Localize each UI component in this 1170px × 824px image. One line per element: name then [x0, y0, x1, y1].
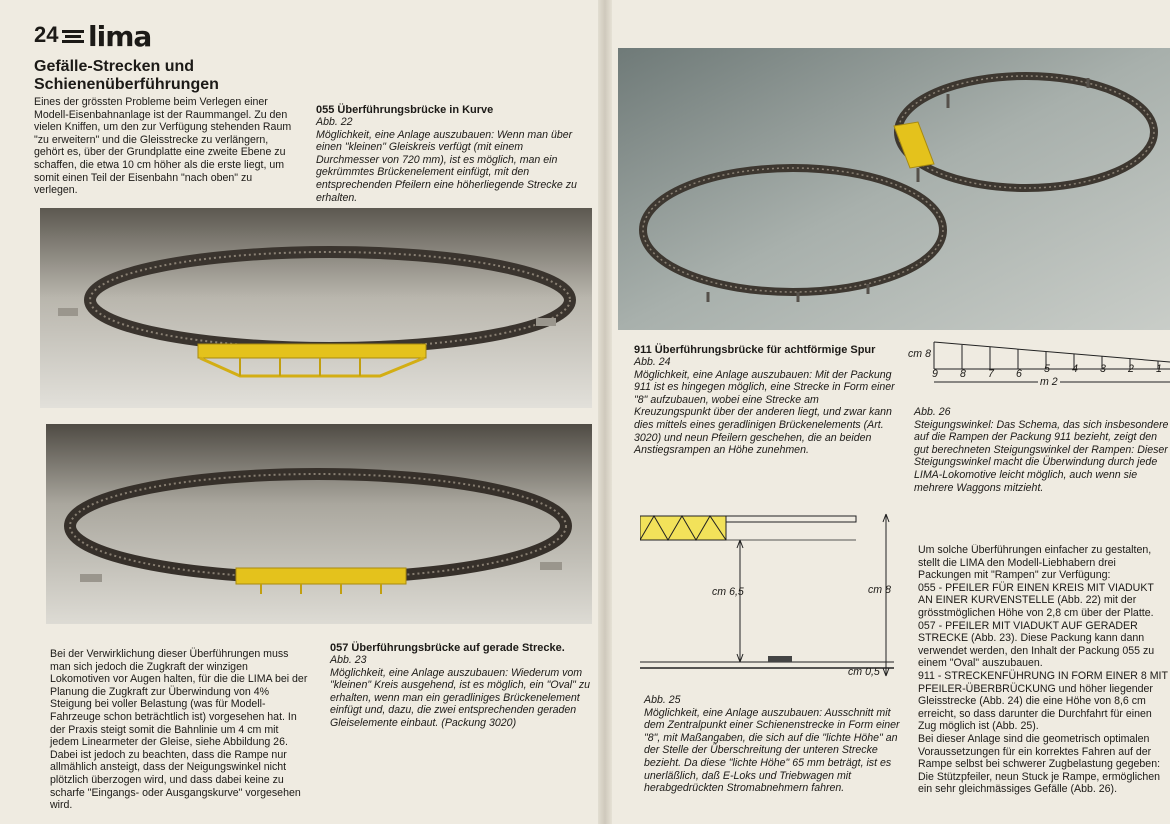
left-bottom-para-1: Bei der Verwirklichung dieser Überführungen muss man sich jedoch die Zugkraft der winzigen Lokomotiven vor Augen halten, für die die LIMA bei der Planung die Zugkraft zur Überwindung von 4% Steigung bei voller Belastung (was für Modell-Fahrzeuge schon beträchtlich ist) vorgesehen hat. In der Praxis steigt somit die Bahnlinie um 4 cm mit jedem Linearmeter der Gleise, siehe Abbildung 26. [50, 648, 308, 749]
section-055-heading: 055 Überführungsbrücke in Kurve [316, 104, 494, 116]
diagram-abb25 [640, 510, 900, 686]
left-bottom-text [50, 648, 310, 812]
brand-name: lima [88, 20, 152, 53]
right-para-4: 911 - STRECKENFÜHRUNG IN FORM EINER 8 MIT PFEILER-ÜBERBRÜCKUNG und höher liegender Gleisstrecke (Abb. 24) die eine Höhe von 8,6 cm erreicht, so dass darunter die Durchfahrt für einen Zug möglich ist (Abb. 25). [918, 669, 1168, 733]
abb25-text: Möglichkeit, eine Anlage auszubauen: Ausschnitt mit dem Zentralpunkt einer Schienenstrecke in Form einer "8", mit Maßangaben, die sich auf die "lichte Höhe" an der Stelle der Überschreitung der unteren Strecke bezieht. Da diese "lichte Höhe" 65 mm beträgt, ist es unerläßlich, daß E-Loks und Triebwagen mit herabgedrückten Stromabnehmern fahren. [644, 706, 900, 795]
right-para-1: Um solche Überführungen einfacher zu gestalten, stellt die LIMA den Modell-Liebhabern drei Packungen mit "Rampen" zur Verfügung: [918, 544, 1152, 582]
section-057-abb: Abb. 23 [330, 654, 367, 666]
right-column-text [918, 544, 1170, 806]
section-911-abb: Abb. 24 [634, 356, 671, 368]
section-055-abb: Abb. 22 [316, 116, 353, 128]
abb26-tick-6: 6 [1016, 368, 1022, 380]
brand-logo [62, 20, 151, 53]
section-057 [330, 642, 592, 730]
diagram-abb26 [908, 338, 1170, 392]
section-057-text: Möglichkeit, eine Anlage auszubauen: Wiederum vom "kleinen" Kreis ausgehend, ist es möglich, ein "Oval" zu erhalten, wenn man ein geradliniges Brückenelement einfügt und, dazu, die zwei entsprechenden geraden Gleiselemente einbaut. (Packung 3020) [330, 666, 591, 729]
abb26-label: Abb. 26 [914, 406, 951, 418]
abb25-dim-65: cm 6,5 [712, 586, 744, 598]
abb26-m2-label: m 2 [1040, 376, 1058, 388]
left-bottom-para-2: Dabei ist jedoch zu beachten, dass die Rampe nur allmählich ansteigt, dass der Neigungswinkel nicht plötzlich überzogen wird, und dass dabei keine zu scharfe "Eingangs- oder Ausgangskurve" vorgesehen wird. [50, 748, 301, 812]
abb26-tick-7: 7 [988, 368, 994, 380]
abb26-tick-4: 4 [1072, 363, 1078, 375]
section-911-heading: 911 Überführungsbrücke für achtförmige Spur [634, 344, 876, 356]
abb26-tick-3: 3 [1100, 363, 1106, 375]
lima-mark-icon [62, 29, 84, 45]
abb26-cm8-label: cm 8 [908, 348, 931, 360]
photo-figure-eight [618, 48, 1170, 330]
section-055-text: Möglichkeit, eine Anlage auszubauen: Wenn man über einen "kleinen" Gleiskreis verfügt (mit einem Durchmesser von 720 mm), ist es möglich, man ein gekrümmtes Brückenelement einfügt, mit den entsprechenden Pfeilern eine höherliegende Strecke zu erhalten. [316, 128, 577, 204]
page-number: 24 [34, 22, 59, 47]
section-911-text: Möglichkeit, eine Anlage auszubauen: Mit der Packung 911 ist es hingegen möglich, eine Strecke in Form einer "8" aufzubauen, wobei eine Strecke am Kreuzungspunkt über der anderen liegt, und zwar kann dies mittels eines geradlinigen Brückenelements (Art. 3020) und neun Pfeilern geschehen, die an beiden Anstiegsrampen an Höhe zunehmen. [634, 368, 895, 457]
right-para-2: 055 - PFEILER FÜR EINEN KREIS MIT VIADUKT AN EINER KURVENSTELLE (Abb. 22) mit der grösstmöglichen Höhe von 2,8 cm über der Platte. [918, 581, 1154, 619]
section-abb25 [644, 694, 906, 795]
abb26-text: Steigungswinkel: Das Schema, das sich insbesondere auf die Rampen der Packung 911 bezieht, zeigt den gut berechneten Steigungswinkel der Rampen: Dieser Steigungswinkel macht die Überwindung durch jede LIMA-Lokomotive leicht möglich, auch wenn sie mehrere Waggons mitzieht. [914, 418, 1169, 494]
right-para-5: Bei dieser Anlage sind die geometrisch optimalen Voraussetzungen für ein korrektes Fahren auf der Rampe selbst bei schwerer Zugbelastung gegeben: Die Stützpfeiler, neun Stuck je Rampe, ermöglichen ein sehr gleichmässiges Gefälle (Abb. 26). [918, 732, 1161, 796]
abb26-tick-5: 5 [1044, 363, 1050, 375]
right-para-3: 057 - PFEILER MIT VIADUKT AUF GERADER STRECKE (Abb. 23). Diese Packung kann dann verwendet werden, den Inhalt der Packung 055 zu einem "Oval" auszubauen. [918, 619, 1155, 670]
section-055 [316, 104, 582, 204]
section-057-heading: 057 Überführungsbrücke auf gerade Strecke. [330, 642, 565, 654]
intro-text: Eines der grössten Probleme beim Verlegen einer Modell-Eisenbahnanlage ist der Raummangel. Zu den vielen Kniffen, um den zur Verfügung stehenden Raum "zu erweitern" und die Gleisstrecke zu verlängern, gehört es, über der Grundplatte eine zweite Ebene zu schaffen, die etwa 10 cm höher als die erste liegt, um somit einen Teil der Eisenbahn "nach oben" zu verlegen. [34, 96, 292, 197]
abb26-tick-8: 8 [960, 368, 966, 380]
abb26-tick-2: 2 [1128, 363, 1134, 375]
page-title: Gefälle-Strecken und Schienenüberführungen [34, 58, 219, 93]
abb25-dim-8: cm 8 [868, 584, 891, 596]
abb25-label: Abb. 25 [644, 694, 681, 706]
section-abb26 [914, 406, 1170, 494]
truss-bridge-icon [640, 516, 726, 540]
photo-oval-straight-bridge [46, 424, 592, 624]
photo-circle-curved-bridge [40, 208, 592, 408]
section-911 [634, 344, 896, 457]
book-spine [598, 0, 612, 824]
abb25-dim-05: cm 0,5 [848, 666, 880, 678]
abb26-tick-1: 1 [1156, 363, 1162, 375]
abb26-tick-9: 9 [932, 368, 938, 380]
